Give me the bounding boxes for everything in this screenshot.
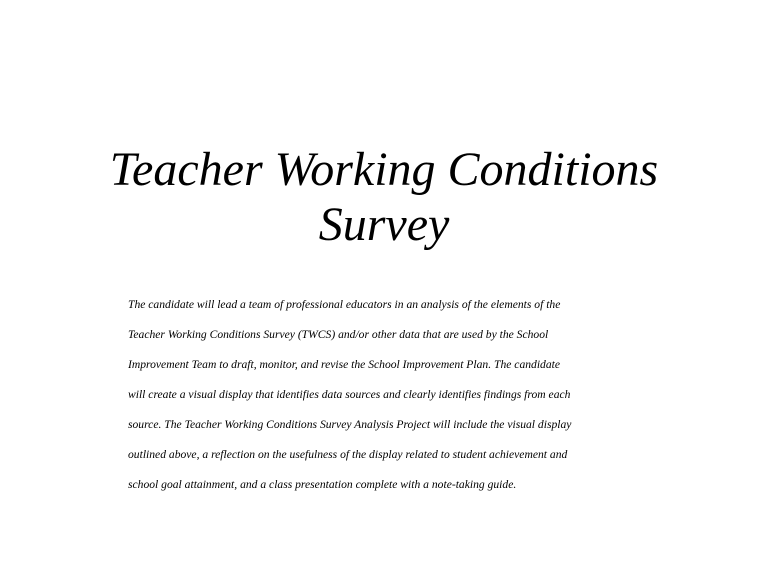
body-line: will create a visual display that identifies data sources and clearly identifies findings from each [128,388,571,401]
slide-title-line-1: Teacher Working Conditions [109,143,659,196]
body-line: Teacher Working Conditions Survey (TWCS) and/or other data that are used by the School [128,328,549,341]
slide-title [0,142,768,252]
slide-title-line-2: Survey [318,198,450,251]
slide-body [128,290,648,500]
body-line: The candidate will lead a team of professional educators in an analysis of the elements of the [128,298,561,311]
body-line: Improvement Team to draft, monitor, and revise the School Improvement Plan. The candidate [128,358,561,371]
body-line: source. The Teacher Working Conditions Survey Analysis Project will include the visual display [128,418,572,431]
body-line: school goal attainment, and a class presentation complete with a note-taking guide. [128,478,517,491]
body-line: outlined above, a reflection on the usefulness of the display related to student achievement and [128,448,568,461]
